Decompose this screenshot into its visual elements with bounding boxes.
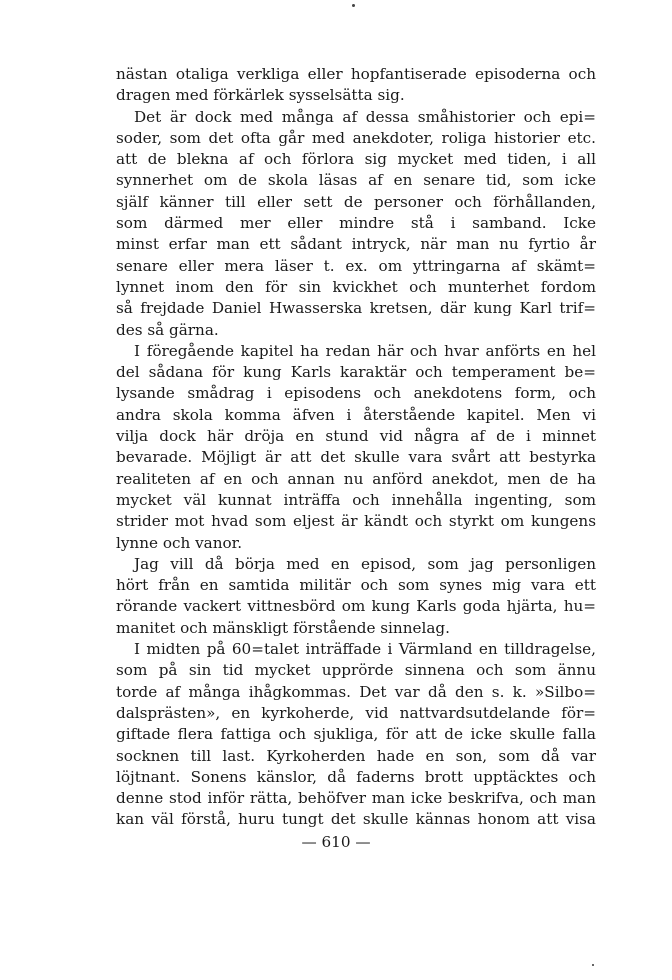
text-line: I föregående kapitel ha redan här och hvar anförts en hel [134,341,596,360]
text-line: löjtnant. Sonens känslor, då faderns brott upptäcktes och [116,767,596,786]
text-line: minst erfar man ett sådant intryck, när man nu fyrtio år [116,235,596,254]
text-line: dalsprästen», en kyrkoherde, vid nattvardsutdelande för= [116,703,596,722]
text-line: som på sin tid mycket upprörde sinnena och som ännu [116,661,596,680]
text-line: lynne och vanor. [116,533,243,552]
text-line: torde af många ihågkommas. Det var då den s. k. »Silbo= [116,682,596,701]
text-line: lynnet inom den för sin kvickhet och munterhet fordom [116,277,596,296]
text-line: senare eller mera läser t. ex. om yttringarna af skämt= [116,256,596,275]
text-line: giftade flera fattiga och sjukliga, för att de icke skulle falla [116,725,596,744]
text-line: rörande vackert vittnesbörd om kung Karls goda hjärta, hu= [116,597,596,616]
text-line: så frejdade Daniel Hwasserska kretsen, där kung Karl trif= [116,299,596,318]
text-line: hört från en samtida militär och som synes mig vara ett [116,576,596,595]
text-line: realiteten af en och annan nu anförd anekdot, men de ha [116,469,596,488]
body-text [116,64,596,831]
text-line: synnerhet om de skola läsas af en senare tid, som icke [116,171,596,190]
text-line: nästan otaliga verkliga eller hopfantiserade episoderna och [116,65,596,83]
text-line: lysande smådrag i episodens och anekdotens form, och [116,384,596,403]
bottom-speck [592,964,594,966]
text-line: själf känner till eller sett de personer och förhållanden, [116,192,596,211]
text-line: denne stod inför rätta, behöfver man icke beskrifva, och man [116,789,596,808]
text-line: des så gärna. [116,320,219,339]
page-number: — 610 — [301,833,371,851]
text-line: som därmed mer eller mindre stå i samband. Icke [116,214,596,233]
text-line: Jag vill då börja med en episod, som jag personligen [134,554,596,573]
text-line: soder, som det ofta går med anekdoter, roliga historier etc. [116,128,596,147]
text-line: strider mot hvad som eljest är kändt och styrkt om kungens [116,512,596,531]
text-line: vilja dock här dröja en stund vid några af de i minnet [116,427,596,446]
text-line: mycket väl kunnat inträffa och innehålla ingenting, som [116,490,596,509]
top-speck [352,4,355,7]
text-line: I midten på 60=talet inträffade i Värmland en tilldragelse, [134,640,596,659]
text-line: att de blekna af och förlora sig mycket med tiden, i all [116,150,596,169]
text-line: socknen till last. Kyrkoherden hade en son, som då var [116,746,596,765]
text-line: manitet och mänskligt förstående sinnelag. [116,618,450,637]
text-line: dragen med förkärlek sysselsätta sig. [116,86,405,105]
text-line: bevarade. Möjligt är att det skulle vara svårt att bestyrka [116,448,596,467]
text-line: Det är dock med många af dessa småhistorier och epi= [134,107,596,126]
text-line: andra skola komma äfven i återstående kapitel. Men vi [116,405,596,424]
text-line: del sådana för kung Karls karaktär och temperament be= [116,363,596,382]
text-line: kan väl förstå, huru tungt det skulle kännas honom att visa [116,810,596,829]
